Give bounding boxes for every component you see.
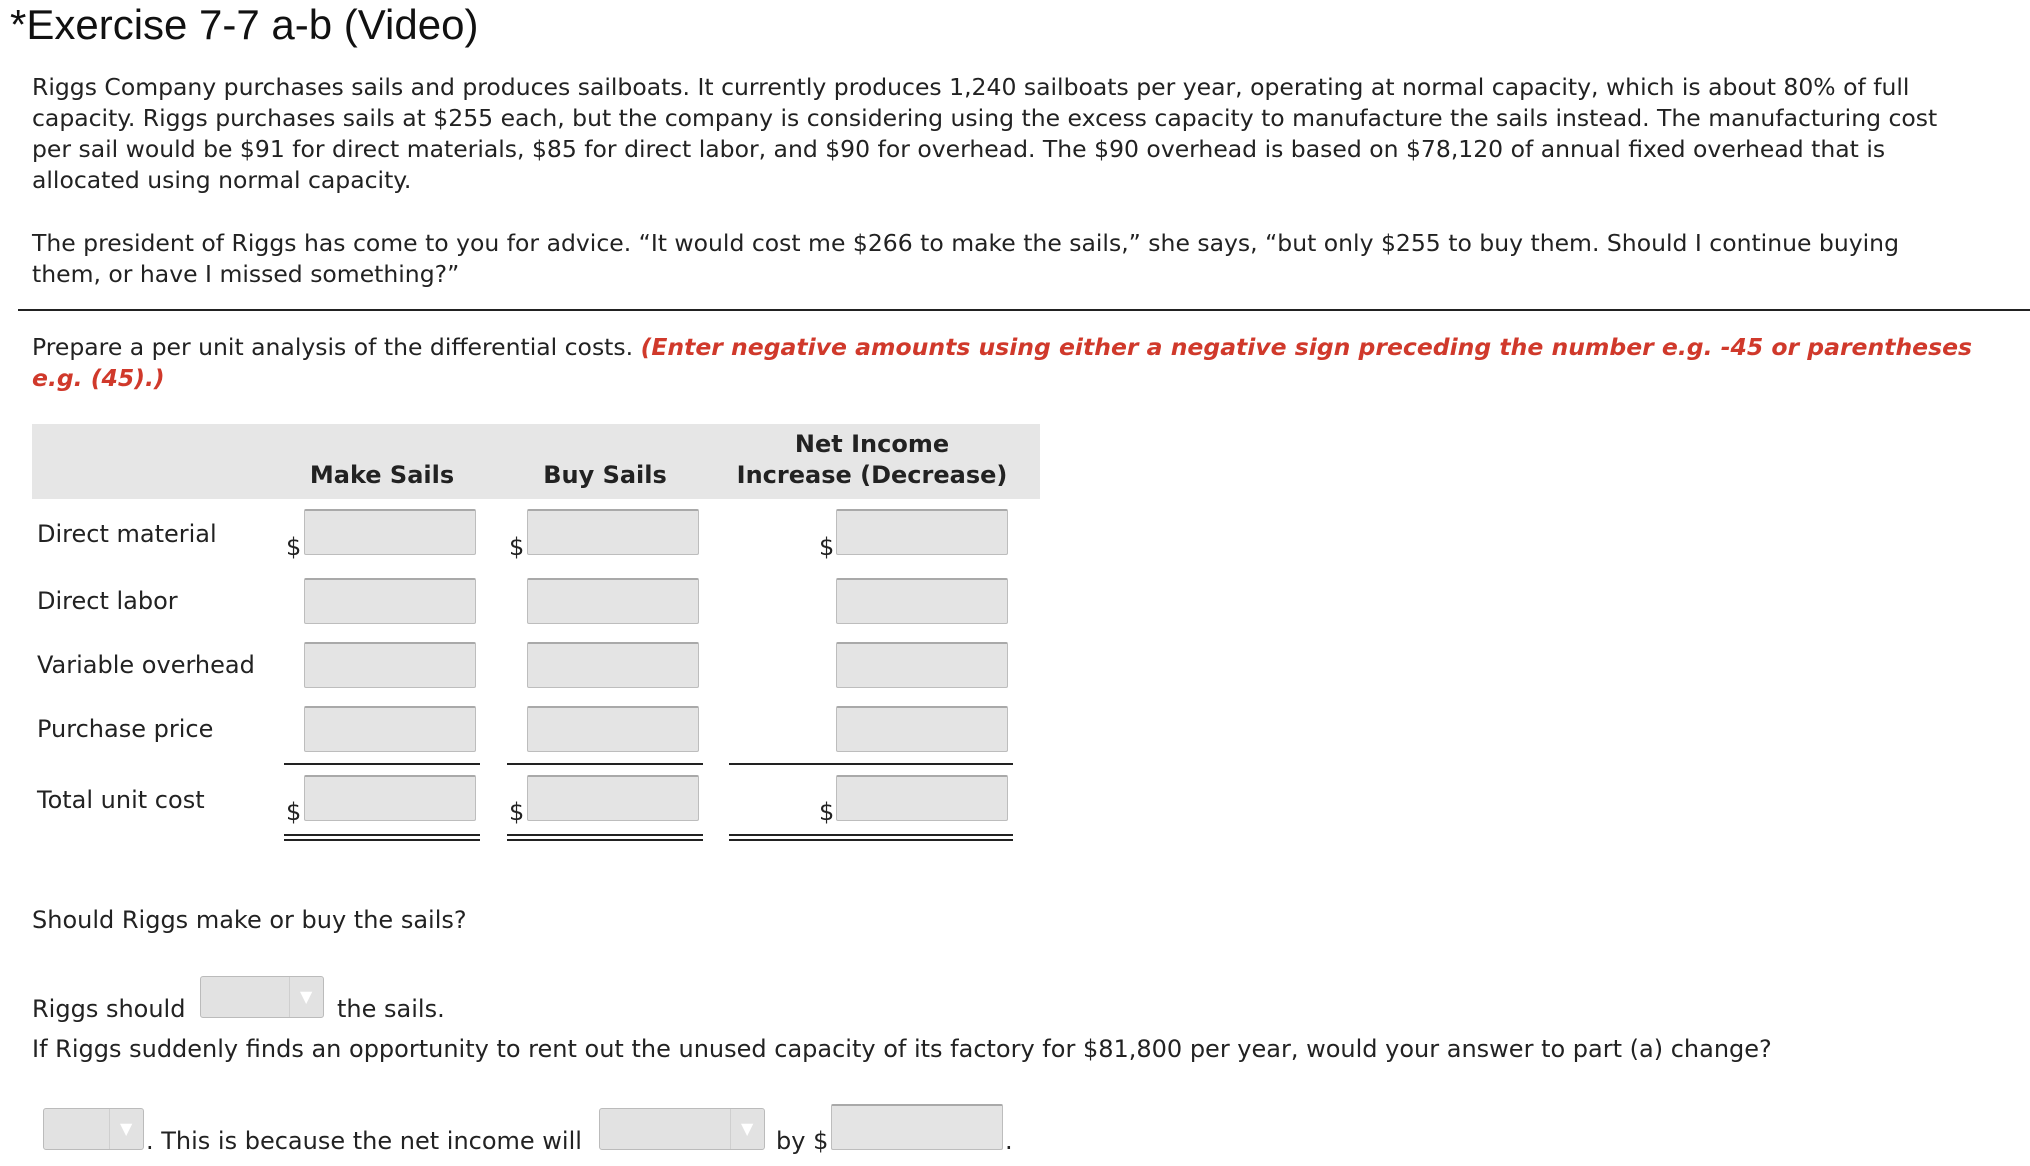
- question-b-prompt: If Riggs suddenly finds an opportunity to rent out the unused capacity of its factory for $81,800 per year, would your answer to part (a) change?: [32, 1035, 1772, 1063]
- problem-text-line: capacity. Riggs purchases sails at $255 each, but the company is considering using the excess capacity to manufacture the sails instead. The manufacturing cost: [32, 104, 1938, 132]
- subtotal-rule: [284, 763, 480, 765]
- total-double-rule: [284, 839, 480, 841]
- net-income-direction-select[interactable]: [599, 1108, 765, 1150]
- dropdown-arrow: [109, 1109, 143, 1149]
- subtotal-rule: [507, 763, 703, 765]
- problem-text-line: per sail would be $91 for direct materials, $85 for direct labor, and $90 for overhead. The $90 overhead is based on $78,120 of annual fixed overhead that is: [32, 135, 1886, 163]
- chevron-down-icon: ▼: [300, 987, 313, 1006]
- because-text: . This is because the net income will: [146, 1127, 582, 1155]
- instructions-text: Prepare a per unit analysis of the differential costs.: [32, 333, 634, 361]
- currency-symbol: $: [819, 533, 835, 561]
- end-period: .: [1005, 1127, 1013, 1155]
- problem-text-line: The president of Riggs has come to you for advice. “It would cost me $266 to make the sails,” she says, “but only $255 to buy them. Should I continue buying: [32, 229, 1899, 257]
- page-title: *Exercise 7-7 a-b (Video): [10, 1, 479, 48]
- currency-symbol: $: [286, 533, 302, 561]
- column-header-buy-sails: Buy Sails: [543, 461, 667, 489]
- direct-labor-net-input[interactable]: [836, 578, 1008, 624]
- purchase-price-buy-input[interactable]: [527, 706, 699, 752]
- column-header-make-sails: Make Sails: [309, 461, 455, 489]
- net-income-change-amount-input[interactable]: [831, 1104, 1003, 1150]
- instructions-note-cont: e.g. (45).): [32, 364, 165, 392]
- variable-overhead-make-input[interactable]: [304, 642, 476, 688]
- problem-paragraph-2: [32, 228, 1992, 290]
- purchase-price-net-input[interactable]: [836, 706, 1008, 752]
- dropdown-arrow: [730, 1109, 764, 1149]
- question-a-prompt: Should Riggs make or buy the sails?: [32, 906, 467, 934]
- currency-symbol: $: [509, 533, 525, 561]
- problem-paragraph-1: [32, 72, 1992, 196]
- direct-material-make-input[interactable]: [304, 509, 476, 555]
- total-double-rule: [729, 834, 1013, 836]
- variable-overhead-net-input[interactable]: [836, 642, 1008, 688]
- total-unit-cost-net-input[interactable]: [836, 775, 1008, 821]
- problem-text-line: them, or have I missed something?”: [32, 260, 460, 288]
- direct-labor-buy-input[interactable]: [527, 578, 699, 624]
- instructions: [32, 332, 1992, 394]
- purchase-price-make-input[interactable]: [304, 706, 476, 752]
- direct-labor-make-input[interactable]: [304, 578, 476, 624]
- subtotal-rule: [729, 763, 1013, 765]
- direct-material-net-input[interactable]: [836, 509, 1008, 555]
- currency-symbol: $: [819, 798, 835, 826]
- chevron-down-icon: ▼: [741, 1119, 754, 1138]
- answer-a-suffix: the sails.: [337, 995, 445, 1023]
- answer-a-prefix: Riggs should: [32, 995, 186, 1023]
- currency-symbol: $: [286, 798, 302, 826]
- row-label-variable-overhead: Variable overhead: [37, 651, 255, 679]
- chevron-down-icon: ▼: [120, 1119, 133, 1138]
- total-unit-cost-buy-input[interactable]: [527, 775, 699, 821]
- total-double-rule: [729, 839, 1013, 841]
- total-double-rule: [507, 839, 703, 841]
- instructions-note: (Enter negative amounts using either a negative sign preceding the number e.g. -45 or parentheses: [640, 333, 1973, 361]
- total-double-rule: [284, 834, 480, 836]
- problem-text-line: allocated using normal capacity.: [32, 166, 412, 194]
- problem-text-line: Riggs Company purchases sails and produces sailboats. It currently produces 1,240 sailboats per year, operating at normal capacity, which is about 80% of full: [32, 73, 1910, 101]
- by-amount-text: by $: [776, 1127, 829, 1155]
- total-unit-cost-make-input[interactable]: [304, 775, 476, 821]
- direct-material-buy-input[interactable]: [527, 509, 699, 555]
- currency-symbol: $: [509, 798, 525, 826]
- row-label-direct-labor: Direct labor: [37, 587, 178, 615]
- total-double-rule: [507, 834, 703, 836]
- variable-overhead-buy-input[interactable]: [527, 642, 699, 688]
- row-label-purchase-price: Purchase price: [37, 715, 214, 743]
- section-divider: [18, 309, 2030, 311]
- column-header-line: Net Income: [794, 430, 950, 458]
- row-label-direct-material: Direct material: [37, 520, 217, 548]
- answer-change-select[interactable]: [43, 1108, 144, 1150]
- row-label-total-unit-cost: Total unit cost: [37, 786, 205, 814]
- column-header-line: Increase (Decrease): [736, 461, 1008, 489]
- make-or-buy-select[interactable]: [200, 976, 324, 1018]
- column-header-net-income: [712, 429, 1032, 491]
- dropdown-arrow: [289, 977, 323, 1017]
